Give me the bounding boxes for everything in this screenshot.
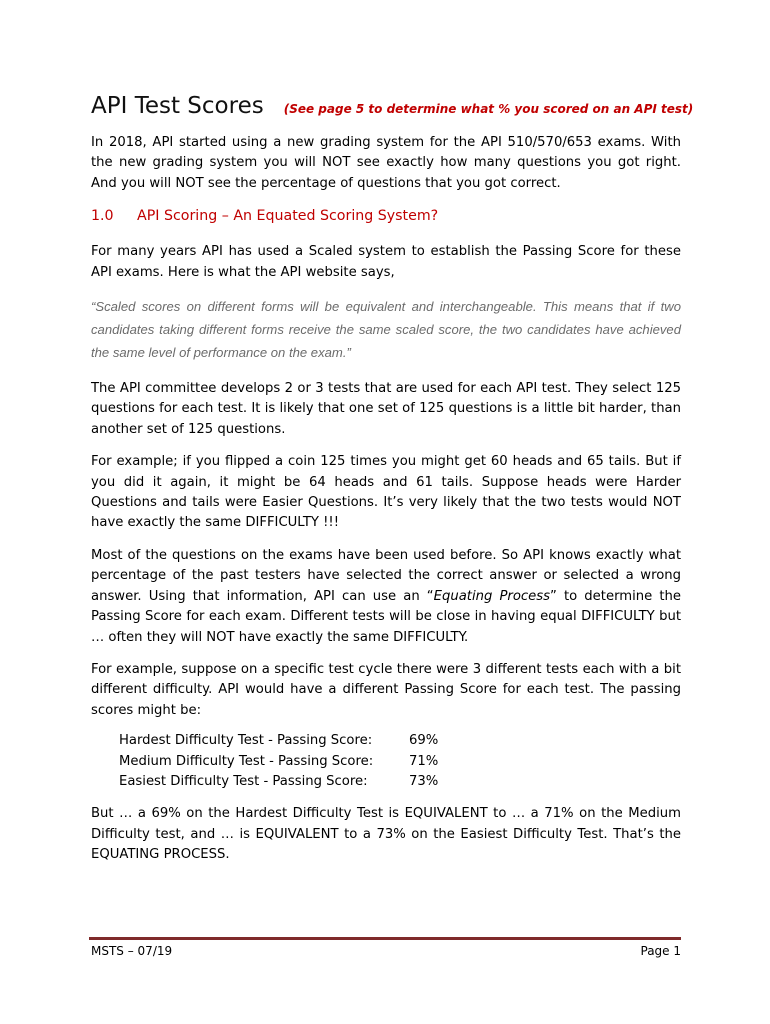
paragraph-committee: The API committee develops 2 or 3 tests that are used for each API test. They select 125 questions for each test. It is likely that one set of 125 questions is a little bit harder, than another set of 125 questions. bbox=[91, 381, 681, 437]
score-row-medium bbox=[119, 752, 681, 772]
section-heading bbox=[91, 206, 681, 226]
score-row-hardest bbox=[119, 731, 681, 751]
equating-text-after: ” to determine the Passing Score for each exam. Different tests will be close in having equal DIFFICULTY but … often they will NOT have exactly the same DIFFICULTY. bbox=[91, 588, 681, 645]
page-subtitle: (See page 5 to determine what % you scored on an API test) bbox=[283, 102, 694, 116]
intro-paragraph: In 2018, API started using a new grading system for the API 510/570/653 exams. With the new grading system you will NOT see exactly how many questions you got right. And you will NOT see the percentage of questions that you got correct. bbox=[91, 135, 681, 191]
score-row-easiest bbox=[119, 772, 681, 792]
equating-text-before: Most of the questions on the exams have been used before. So API knows exactly what percentage of the past testers have selected the correct answer or selected a wrong answer. Using that information, API can use an “ bbox=[91, 547, 681, 604]
paragraph-coin-example: For example; if you flipped a coin 125 times you might get 60 heads and 65 tails. But if you did it again, it might be 64 heads and 61 tails. Suppose heads were Harder Questions and tails were Easier Questions. It’s very likely that the two tests would NOT have exactly the same DIFFICULTY !!! bbox=[91, 454, 681, 531]
title-row bbox=[91, 93, 694, 119]
equating-emphasis: Equating Process bbox=[433, 588, 551, 604]
score-label: Hardest Difficulty Test - Passing Score: bbox=[119, 733, 373, 749]
score-value: 69% bbox=[409, 733, 439, 749]
page-content bbox=[91, 93, 694, 866]
footer-rule bbox=[89, 937, 681, 940]
passing-scores-list bbox=[119, 731, 681, 792]
api-website-quote: “Scaled scores on different forms will be equivalent and interchangeable. This means that if two candidates taking different forms receive the same scaled score, the two candidates have achieved the same level of performance on the exam.” bbox=[91, 299, 681, 361]
footer-date: MSTS – 07/19 bbox=[91, 944, 173, 958]
page-number: Page 1 bbox=[640, 944, 681, 958]
score-value: 73% bbox=[409, 773, 439, 789]
paragraph-equating-process bbox=[91, 546, 681, 648]
score-label: Easiest Difficulty Test - Passing Score: bbox=[119, 773, 368, 789]
page-footer bbox=[91, 944, 681, 958]
paragraph-test-cycle: For example, suppose on a specific test cycle there were 3 different tests each with a bit different difficulty. API would have a different Passing Score for each test. The passing scores might be: bbox=[91, 661, 681, 718]
score-value: 71% bbox=[409, 753, 439, 769]
score-label: Medium Difficulty Test - Passing Score: bbox=[119, 753, 374, 769]
paragraph-scaled-system: For many years API has used a Scaled system to establish the Passing Score for these API exams. Here is what the API website says, bbox=[91, 244, 681, 280]
paragraph-equivalence: But … a 69% on the Hardest Difficulty Test is EQUIVALENT to … a 71% on the Medium Difficulty test, and … is EQUIVALENT to a 73% on the Easiest Difficulty Test. That’s the EQUATING PROCESS. bbox=[91, 806, 681, 863]
section-number: 1.0 bbox=[91, 208, 114, 225]
page-title: API Test Scores bbox=[91, 93, 264, 119]
section-title: API Scoring – An Equated Scoring System? bbox=[137, 208, 439, 225]
